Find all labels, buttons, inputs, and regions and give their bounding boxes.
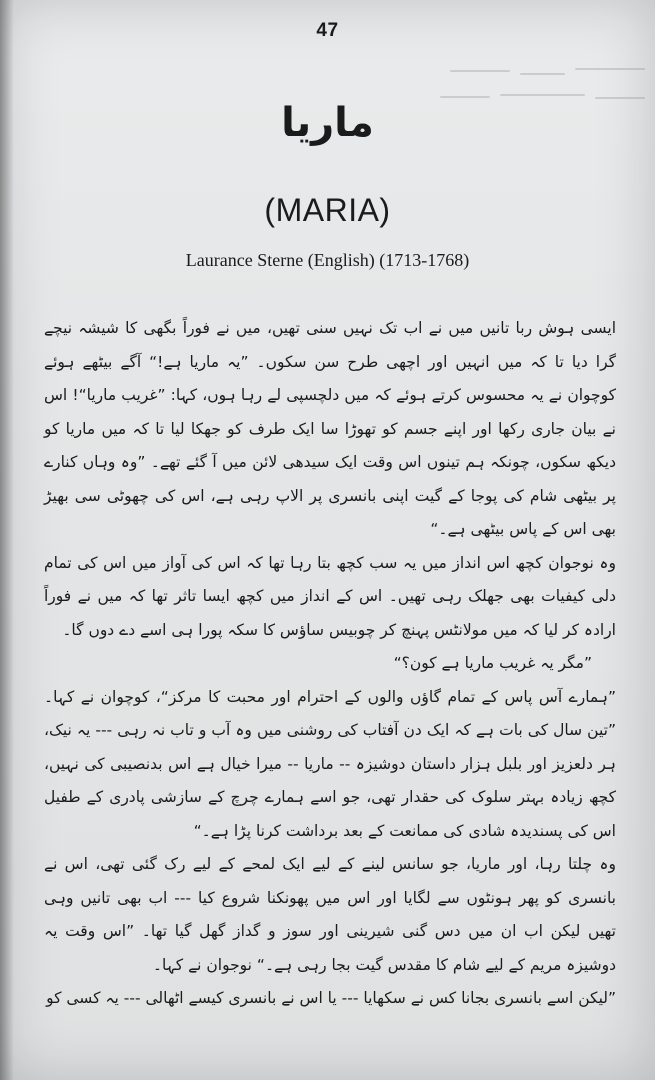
paragraph-5: وہ چلتا رہا، اور ماریا، جو سانس لینے کے لیے ایک لمحے کے لیے رک گئی تھی، اس نے بانسری کو پھر ہونٹوں سے لگایا اور اس میں پھونکنا شروع کیا --- اب بھی تانیں وہی تھیں لیکن اب ان میں دس گنی شیرینی اور سوز و گداز گھل گیا تھا۔ ”اس وقت یہ دوشیزہ مریم کے لیے شام کا مقدس گیت بجا رہی ہے۔“ نوجوان نے کہا۔	[44, 855, 616, 974]
paragraph-6: ”لیکن اسے بانسری بجانا کس نے سکھایا --- یا اس نے بانسری کیسے اٹھالی --- یہ کسی کو	[46, 989, 616, 1007]
paragraph-1: ایسی ہوش ربا تانیں میں نے اب تک نہیں سنی تھیں، میں نے فوراً بگھی کا شیشہ نیچے گرا دیا تا کہ میں انہیں اور اچھی طرح سن سکوں۔ ”یہ ماریا ہے!“ آگے بیٹھے ہوئے کوچوان نے یہ محسوس کرتے ہوئے کہ میں دلچسپی لے رہا ہوں، کہا: ”غریب ماریا“! اس نے بیان جاری رکھا اور اپنے جسم کو تھوڑا سا ایک طرف کو جھکا لیا تا کہ میں ماریا کو دیکھ سکوں، چونکہ ہم تینوں اس وقت ایک سیدھی لائن میں آ گئے تھے۔ ”وہ وہاں کنارے پر بیٹھی شام کی پوجا کے گیت اپنی بانسری پر الاپ رہی ہے، اس کی چھوٹی سی بھیڑ بھی اس کے پاس بیٹھی ہے۔“	[44, 319, 616, 538]
reverse-side-bleed	[440, 70, 650, 71]
paragraph-3: ”مگر یہ غریب ماریا ہے کون؟“	[393, 654, 592, 672]
body-text	[44, 312, 616, 1016]
paragraph-4: ”ہمارے آس پاس کے تمام گاؤں والوں کے احترام اور محبت کا مرکز“، کوچوان نے کہا۔ ”تین سال کی بات ہے کہ ایک دن آفتاب کی روشنی میں وہ آب و تاب نہ رہی --- یہ نیک، ہر دلعزیز اور بلبل ہزار داستان دوشیزہ -- ماریا -- میرا خیال ہے اس بدنصیبی کی نہیں، کچھ زیادہ بہتر سلوک کی حقدار تھی، جو اسے ہمارے چرچ کے سازشی پادری کے طفیل اس کی پسندیدہ شادی کی ممانعت کے بعد برداشت کرنا پڑا ہے۔“	[44, 687, 616, 840]
chapter-title-english: (MARIA)	[264, 192, 391, 228]
chapter-title-urdu: ماریا	[281, 100, 374, 146]
page-number: 47	[316, 20, 339, 41]
author-line: Laurance Sterne (English) (1713-1768)	[185, 250, 470, 270]
page-edge-shadow	[0, 0, 14, 1080]
paragraph-2: وہ نوجوان کچھ اس انداز میں یہ سب کچھ بتا رہا تھا کہ اس کی آواز میں اس کی تمام دلی کیفیات بھی جھلک رہی تھیں۔ اس کے انداز میں کچھ ایسا تاثر تھا کہ میں نے فوراً ارادہ کر لیا کہ میں مولانٹس پہنچ کر چوبیس ساؤس کا سکہ پورا ہی اسے دے دوں گا۔	[44, 553, 616, 639]
